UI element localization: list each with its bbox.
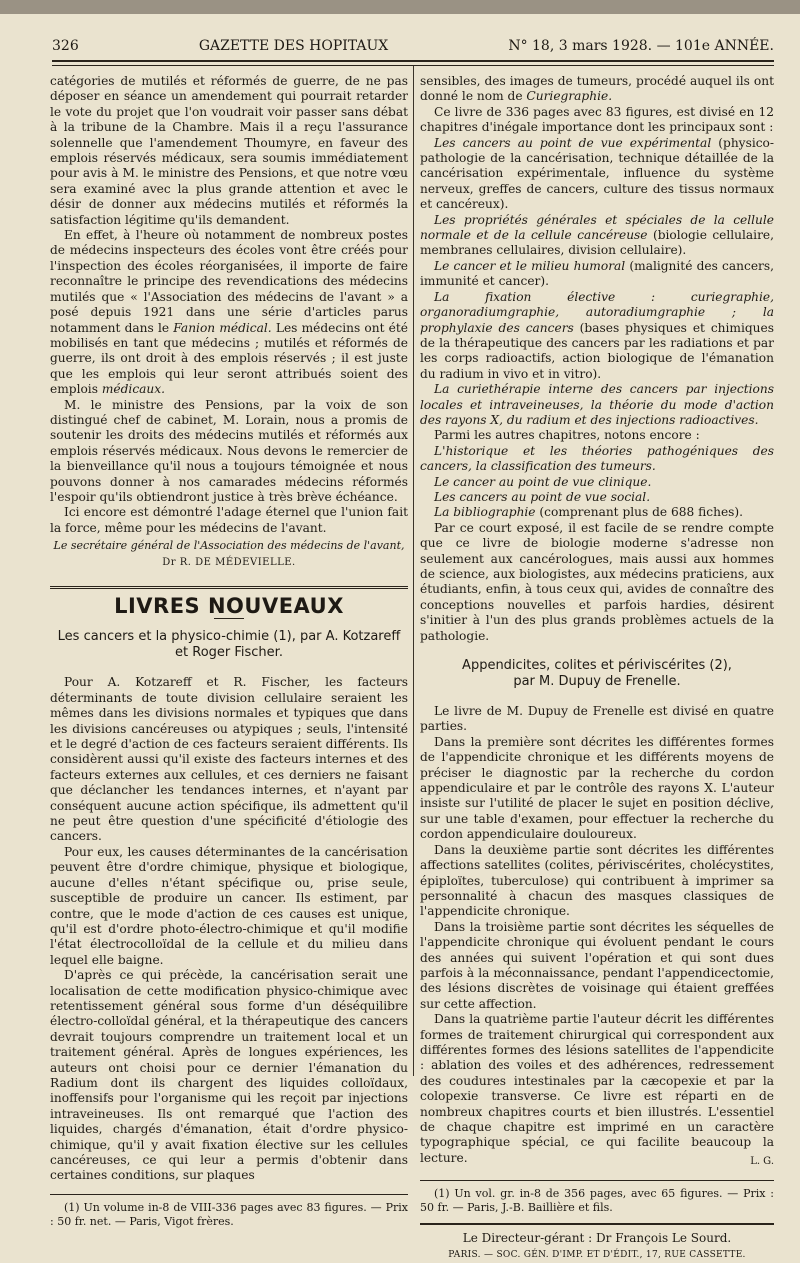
paragraph: Dans la troisième partie sont décrites les séquelles de l'appendicite chronique qui évoluent pendant le cours des années qui suivent l'opération et qui sont dues parfois à la méconnaissance, pendant l'appendicectomie, des lésions discrètes de voisinage qui étaient greffées sur cette affection. bbox=[420, 919, 774, 1011]
chapter-item: La fixation élective : curiegraphie, organoradiumgraphie, autoradiumgraphie ; la prophylaxie des cancers (bases physiques et chimiques de la thérapeutique des cancers par les radiations et par les corps radioactifs, action biologique de l'émanation du radium in vivo et in vitro). bbox=[420, 289, 774, 381]
chapter-item: L'historique et les théories pathogéniques des cancers, la classification des tumeurs. bbox=[420, 443, 774, 474]
title-underline bbox=[214, 618, 244, 619]
paragraph: Pour A. Kotzareff et R. Fischer, les facteurs déterminants de toute division cellulaire seraient les mêmes dans les divisions normales et typiques que dans les divisions cancéreuses ou atypiques ; seuls, l'intensité et le degré d'action de ces facteurs seraient différents. Ils considèrent aussi qu'il existe des facteurs internes et des facteurs externes aux cellules, et ces derniers ne faisant que déclancher les tendances internes, et n'ayant par conséquent aucune action spécifique, ils admettent qu'il ne peut être question d'une spécificité d'étiologie des cancers. bbox=[50, 675, 408, 844]
signature-role: Le secrétaire général de l'Association des médecins de l'avant, bbox=[53, 539, 405, 553]
issue-info: N° 18, 3 mars 1928. — 101e ANNÉE. bbox=[508, 38, 774, 54]
footnote-rule bbox=[420, 1180, 774, 1181]
chapter-item: La curiethérapie interne des cancers par injections locales et intraveineuses, la théorie du mode d'action des rayons X, du radium et des injections radioactives. bbox=[420, 382, 774, 427]
signature-name: Dr R. DE MÉDEVIELLE. bbox=[162, 556, 296, 568]
director-line: Le Directeur-gérant : Dr François Le Sourd. bbox=[462, 1230, 732, 1245]
author-initials: L. G. bbox=[750, 1156, 774, 1168]
paragraph: D'après ce qui précède, la cancérisation serait une localisation de cette modification physico-chimique avec retentissement général sous forme d'un déséquilibre électro-colloïdal général, et la thérapeutique des cancers devrait toujours comprendre un traitement local et un traitement général. Après de longues expériences, les auteurs ont choisi pour ce dernier l'émanation du Radium dont ils chargent des liquides colloïdaux, inoffensifs pour l'organisme qui les reçoit par injections intraveineuses. Ils ont remarqué que l'action des liquides, chargés d'émanation, était d'ordre physico-chimique, qu'il y avait fixation élective sur les cellules cancéreuses, ce qui leur a permis d'obtenir dans certaines conditions, sur plaques bbox=[50, 968, 408, 1183]
imprint-rule bbox=[420, 1223, 774, 1225]
section-title: LIVRES NOUVEAUX bbox=[114, 594, 344, 618]
chapter-item: Les cancers au point de vue expérimental (physico-pathologie de la cancérisation, technique détaillée de la cancérisation expérimentale, influence du système nerveux, greffes de cancers, culture des tissus normaux et cancéreux). bbox=[420, 135, 774, 212]
paragraph: Par ce court exposé, il est facile de se rendre compte que ce livre de biologie moderne s'adresse non seulement aux cancérologues, mais aussi aux hommes de science, aux biologistes, aux médecins praticiens, aux étudiants, enfin, à tous ceux qui, avides de connaître des conceptions nouvelles et parfois hardies, désirent s'initier à l'un des plus grands problèmes actuels de la pathologie. bbox=[420, 520, 774, 643]
footnote: (1) Un volume in-8 de VIII-336 pages avec 83 figures. — Prix : 50 fr. net. — Paris, Vigot frères. bbox=[50, 1200, 408, 1228]
paragraph: M. le ministre des Pensions, par la voix de son distingué chef de cabinet, M. Lorain, nous a promis de soutenir les droits des médecins mutilés et réformés aux emplois réservés médicaux. Nous devons le remercier de la bienveillance qu'il nous a toujours témoignée et nous pouvons donner à nos camarades médecins réformés l'espoir qu'ils obtiendront justice à très brève échéance. bbox=[50, 397, 408, 504]
printer-line: PARIS. — SOC. GÉN. D'IMP. ET D'ÉDIT., 17, RUE CASSETTE. bbox=[448, 1250, 746, 1261]
chapter-item: La bibliographie (comprenant plus de 688 fiches). bbox=[434, 505, 744, 520]
journal-title: GAZETTE DES HOPITAUX bbox=[198, 38, 389, 54]
chapter-item: Les propriétés générales et spéciales de la cellule normale et de la cellule cancéreuse (biologie cellulaire, membranes cellulaires, division cellulaire). bbox=[420, 212, 774, 258]
chapter-item: Le cancer au point de vue clinique. bbox=[434, 474, 652, 489]
section-rule bbox=[50, 586, 408, 589]
scan-edge bbox=[0, 0, 800, 14]
paragraph: sensibles, des images de tumeurs, procédé auquel ils ont donné le nom de Curiegraphie. bbox=[420, 74, 774, 104]
page-number: 326 bbox=[52, 38, 79, 54]
paragraph: Ici encore est démontré l'adage éternel que l'union fait la force, même pour les médecins de l'avant. bbox=[50, 505, 408, 535]
paragraph: Dans la première sont décrites les différentes formes de l'appendicite chronique et les différents moyens de préciser le diagnostic par la recherche du cordon appendiculaire et par le contrôle des rayons X. L'auteur insiste sur l'utilité de placer le sujet en position déclive, sur une table d'examen, pour effectuer la recherche du cordon appendiculaire douloureux. bbox=[420, 734, 774, 842]
paragraph: En effet, à l'heure où notamment de nombreux postes de médecins inspecteurs des écoles vont être créés pour l'inspection des écoles réorganisées, il importe de faire reconnaître le principe des revendications des médecins mutilés que « l'Association des médecins de l'avant » a posé depuis 1921 dans une série d'articles parus notamment dans le Fanion médical. Les médecins ont été mobilisés en tant que médecins ; mutilés et réformés de guerre, ils ont droit à des emplois réservés ; il est juste que les emplois qui leur seront attribués soient des emplois médicaux. bbox=[50, 228, 409, 397]
book-title: Les cancers et la physico-chimie (1), par A. Kotzareff et Roger Fischer. bbox=[57, 629, 401, 661]
book-title: Appendicites, colites et périviscérites (2), par M. Dupuy de Frenelle. bbox=[462, 658, 732, 690]
paragraph: Dans la quatrième partie l'auteur décrit les différentes formes de traitement chirurgical qui correspondent aux différentes formes des lésions satellites de l'appendicite : ablation des voiles et des adhérences, redressement des coudures intestinales par la cæcopexie et par la colopexie transverse. Ce livre est réparti en de nombreux chapitres courts et bien illustrés. L'essentiel de chaque chapitre est imprimé en un caractère typographique spécial, ce qui facilite beaucoup la lecture. bbox=[420, 1012, 774, 1165]
paragraph: Ce livre de 336 pages avec 83 figures, est divisé en 12 chapitres d'inégale importance dont les principaux sont : bbox=[420, 104, 774, 135]
footnote: (1) Un vol. gr. in-8 de 356 pages, avec 65 figures. — Prix : 50 fr. — Paris, J.-B. Baillière et fils. bbox=[420, 1186, 774, 1214]
left-column bbox=[50, 74, 408, 1229]
header-rule bbox=[52, 60, 774, 62]
footnote-rule bbox=[50, 1194, 408, 1195]
right-column bbox=[420, 74, 774, 1263]
paragraph: Pour eux, les causes déterminantes de la cancérisation peuvent être d'ordre chimique, physique et biologique, aucune d'elles n'étant spécifique ou, prise seule, susceptible de produire un cancer. Ils estiment, par contre, que le mode d'action de ces causes est unique, qu'il est d'ordre photo-électro-chimique et qu'il modifie l'état électrocolloïdal de la cellule et du milieu dans lequel elle baigne. bbox=[50, 844, 408, 967]
paragraph: Parmi les autres chapitres, notons encore : bbox=[434, 428, 700, 443]
paragraph: Dans la deuxième partie sont décrites les différentes affections satellites (colites, périviscérites, cholécystites, épiploïtes, tuberculose) qui contribuent à imprimer sa personnalité à chacun des masques classiques de l'appendicite chronique. bbox=[420, 842, 774, 919]
chapter-item: Le cancer et le milieu humoral (malignité des cancers, immunité et cancer). bbox=[420, 258, 774, 289]
page-header bbox=[52, 30, 774, 54]
chapter-item: Les cancers au point de vue social. bbox=[434, 489, 651, 504]
column-divider bbox=[413, 66, 414, 1076]
paragraph: catégories de mutilés et réformés de guerre, de ne pas déposer en séance un amendement qui pourrait retarder le vote du projet que l'on voudrait voir passer sans débat à la tribune de la Chambre. Mais il a reçu l'assurance solennelle que l'amendement Thoumyre, en faveur des emplois réservés médicaux, sera soumis immédiatement pour avis à M. le ministre des Pensions, et que notre vœu sera examiné avec la plus grande attention et avec le désir de donner aux médecins mutilés et réformés la satisfaction légitime qu'ils demandent. bbox=[50, 74, 408, 227]
paragraph: Le livre de M. Dupuy de Frenelle est divisé en quatre parties. bbox=[420, 704, 774, 734]
